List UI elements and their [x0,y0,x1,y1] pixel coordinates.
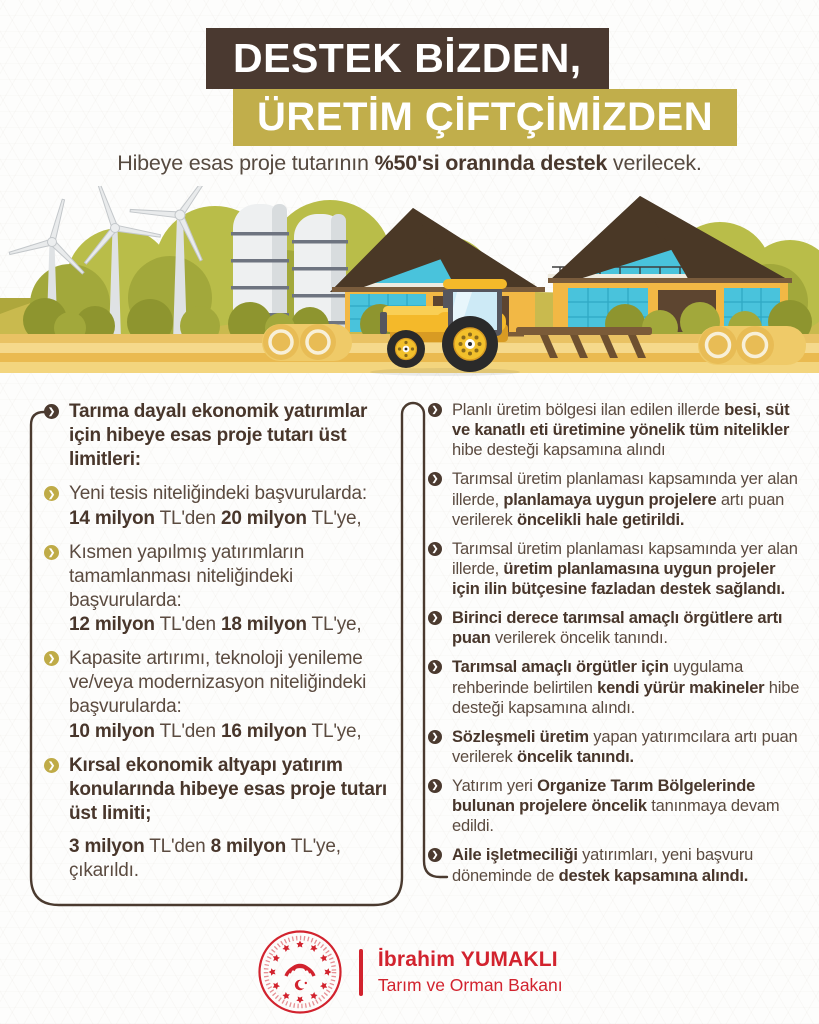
chevron-bullet-icon: ❯ [44,404,59,419]
hay-bale-icon [262,324,352,361]
list-item: ❯ Kırsal ekonomik altyapı yatırım konularında hibeye esas proje tutarı üst limiti; 3 milyon TL'den 8 milyon TL'ye, çıkarıldı. [44,754,400,884]
chevron-bullet-icon: ❯ [428,779,442,793]
list-item: ❯ Aile işletmeciliği yatırımları, yeni başvuru döneminde de destek kapsamına alındı. [428,845,800,885]
list-item: ❯ Sözleşmeli üretim yapan yatırımcılara artı puan verilerek öncelik tanındı. [428,727,800,767]
chevron-bullet-icon: ❯ [428,660,442,674]
list-item: ❯ Kapasite artırımı, teknoloji yenileme ve/veya modernizasyon niteliğindeki başvurularda: 10 milyon TL'den 16 milyon TL'ye, [44,647,400,744]
minister-title: Tarım ve Orman Bakanı [377,975,563,995]
chevron-bullet-icon: ❯ [44,651,59,666]
list-item: ❯ Birinci derece tarımsal amaçlı örgütlere artı puan verilerek öncelik tanındı. [428,608,800,648]
chevron-bullet-icon: ❯ [44,486,59,501]
list-item: ❯ Yeni tesis niteliğindeki başvurularda: 14 milyon TL'den 20 milyon TL'ye, [44,482,400,530]
hay-bale-icon [698,326,806,365]
list-item: ❯ Tarımsal amaçlı örgütler için uygulama rehberinde belirtilen kendi yürür makineler hibe desteği kapsamına alındı. [428,657,800,717]
right-column-list [428,400,800,895]
chevron-bullet-icon: ❯ [428,848,442,862]
left-column-list [44,400,400,893]
farm-illustration [0,186,819,382]
chevron-bullet-icon: ❯ [44,758,59,773]
title-banner-line1: DESTEK BİZDEN, [206,28,609,89]
chevron-bullet-icon: ❯ [428,403,442,417]
chevron-bullet-icon: ❯ [428,542,442,556]
footer-divider [359,949,363,996]
list-item: ❯ Kısmen yapılmış yatırımların tamamlanması niteliğindeki başvurularda: 12 milyon TL'den 18 milyon TL'ye, [44,541,400,638]
barn-icon [548,196,792,332]
list-item: ❯ Tarımsal üretim planlaması kapsamında yer alan illerde, planlamaya uygun projelere artı puan verilerek öncelikli hale getirildi. [428,469,800,529]
chevron-bullet-icon: ❯ [428,611,442,625]
list-item: ❯ Tarımsal üretim planlaması kapsamında yer alan illerde, üretim planlamasına uygun projeler için ilin bütçesine fazladan destek sağlandı. [428,539,800,599]
title-banner-line2: ÜRETİM ÇİFTÇİMİZDEN [233,89,737,146]
list-item: ❯ Yatırım yeri Organize Tarım Bölgelerinde bulunan projelere öncelik tanınmaya devam edildi. [428,776,800,836]
chevron-bullet-icon: ❯ [428,730,442,744]
minister-name: İbrahim YUMAKLI [377,948,558,971]
chevron-bullet-icon: ❯ [428,472,442,486]
chevron-bullet-icon: ❯ [44,545,59,560]
list-item: ❯ Planlı üretim bölgesi ilan edilen illerde besi, süt ve kanatlı eti üretimine yönelik tüm nitelikler hibe desteği kapsamına alındı [428,400,800,460]
list-item: ❯ Tarıma dayalı ekonomik yatırımlar için hibeye esas proje tutarı üst limitleri: [44,400,400,472]
subtitle: Hibeye esas proje tutarının %50'si oranında destek verilecek. [117,151,702,175]
ministry-seal-logo [256,928,344,1016]
footer [0,928,819,1016]
